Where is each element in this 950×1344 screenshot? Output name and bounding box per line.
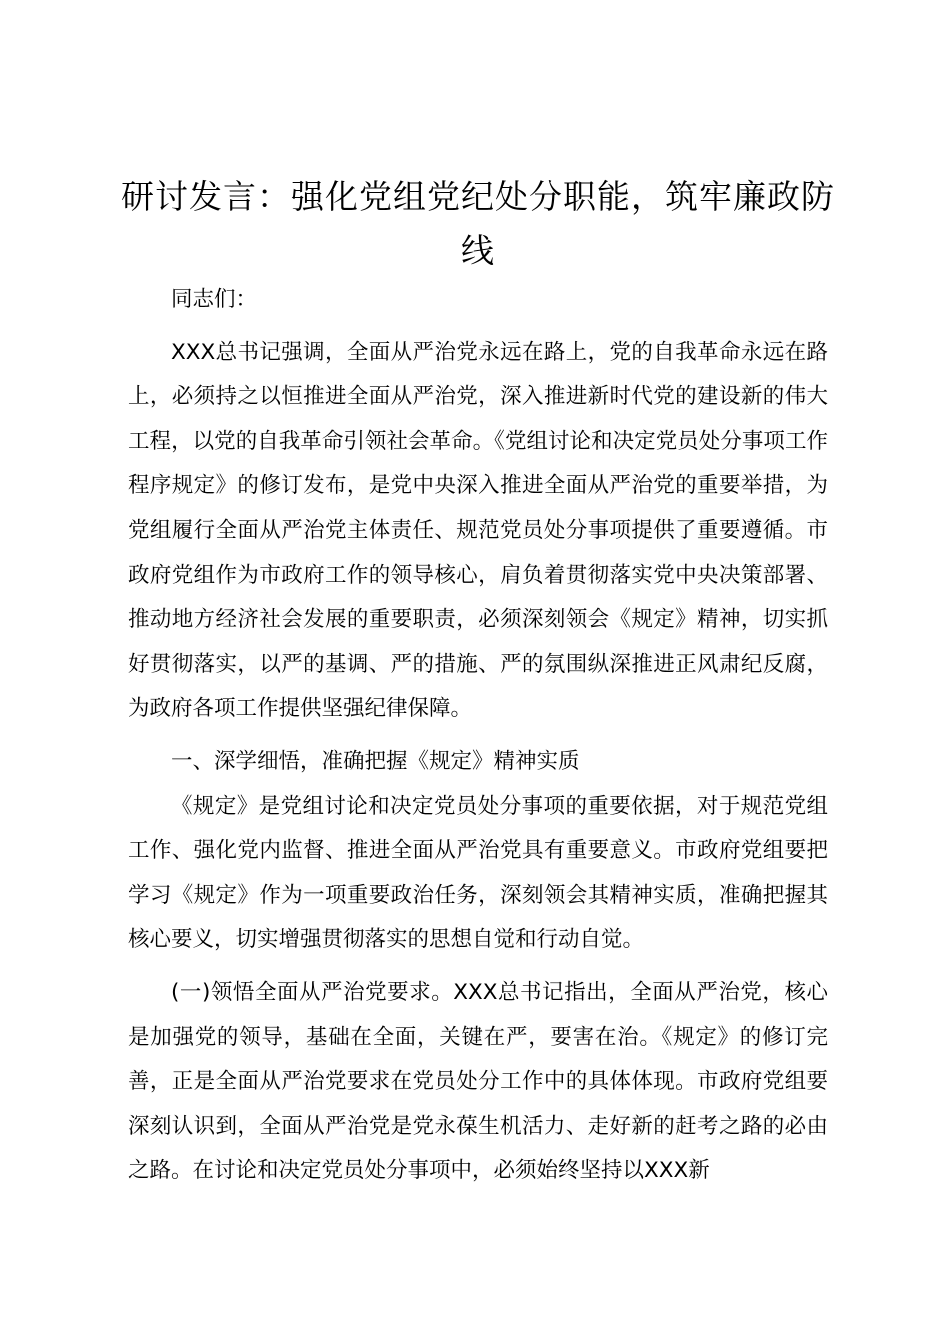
document-title: 研讨发言：强化党组党纪处分职能，筑牢廉政防线: [121, 177, 835, 270]
document-body: [128, 278, 828, 1194]
paragraph-subsection-1: (一)领悟全面从严治党要求。XXX总书记指出，全面从严治党，核心是加强党的领导，基础在全面，关键在严，要害在治。《规定》的修订完善，正是全面从严治党要求在党员处分工作中的具体体现。市政府党组要深刻认识到，全面从严治党是党永葆生机活力、走好新的赶考之路的必由之路。在讨论和决定党员处分事项中，必须始终坚持以XXX新: [128, 979, 828, 1184]
section-heading-1: 一、深学细悟，准确把握《规定》精神实质: [171, 748, 580, 774]
paragraph-section-1: 《规定》是党组讨论和决定党员处分事项的重要依据，对于规范党组工作、强化党内监督、推进全面从严治党具有重要意义。市政府党组要把学习《规定》作为一项重要政治任务，深刻领会其精神实质，准确把握其核心要义，切实增强贯彻落实的思想自觉和行动自觉。: [128, 793, 828, 953]
salutation: 同志们：: [171, 287, 258, 312]
paragraph-intro: XXX总书记强调，全面从严治党永远在路上，党的自我革命永远在路上，必须持之以恒推进全面从严治党，深入推进新时代党的建设新的伟大工程，以党的自我革命引领社会革命。《党组讨论和决定党员处分事项工作程序规定》的修订发布，是党中央深入推进全面从严治党的重要举措，为党组履行全面从严治党主体责任、规范党员处分事项提供了重要遵循。市政府党组作为市政府工作的领导核心，肩负着贯彻落实党中央决策部署、推动地方经济社会发展的重要职责，必须深刻领会《规定》精神，切实抓好贯彻落实，以严的基调、严的措施、严的氛围纵深推进正风肃纪反腐，为政府各项工作提供坚强纪律保障。: [128, 339, 828, 722]
